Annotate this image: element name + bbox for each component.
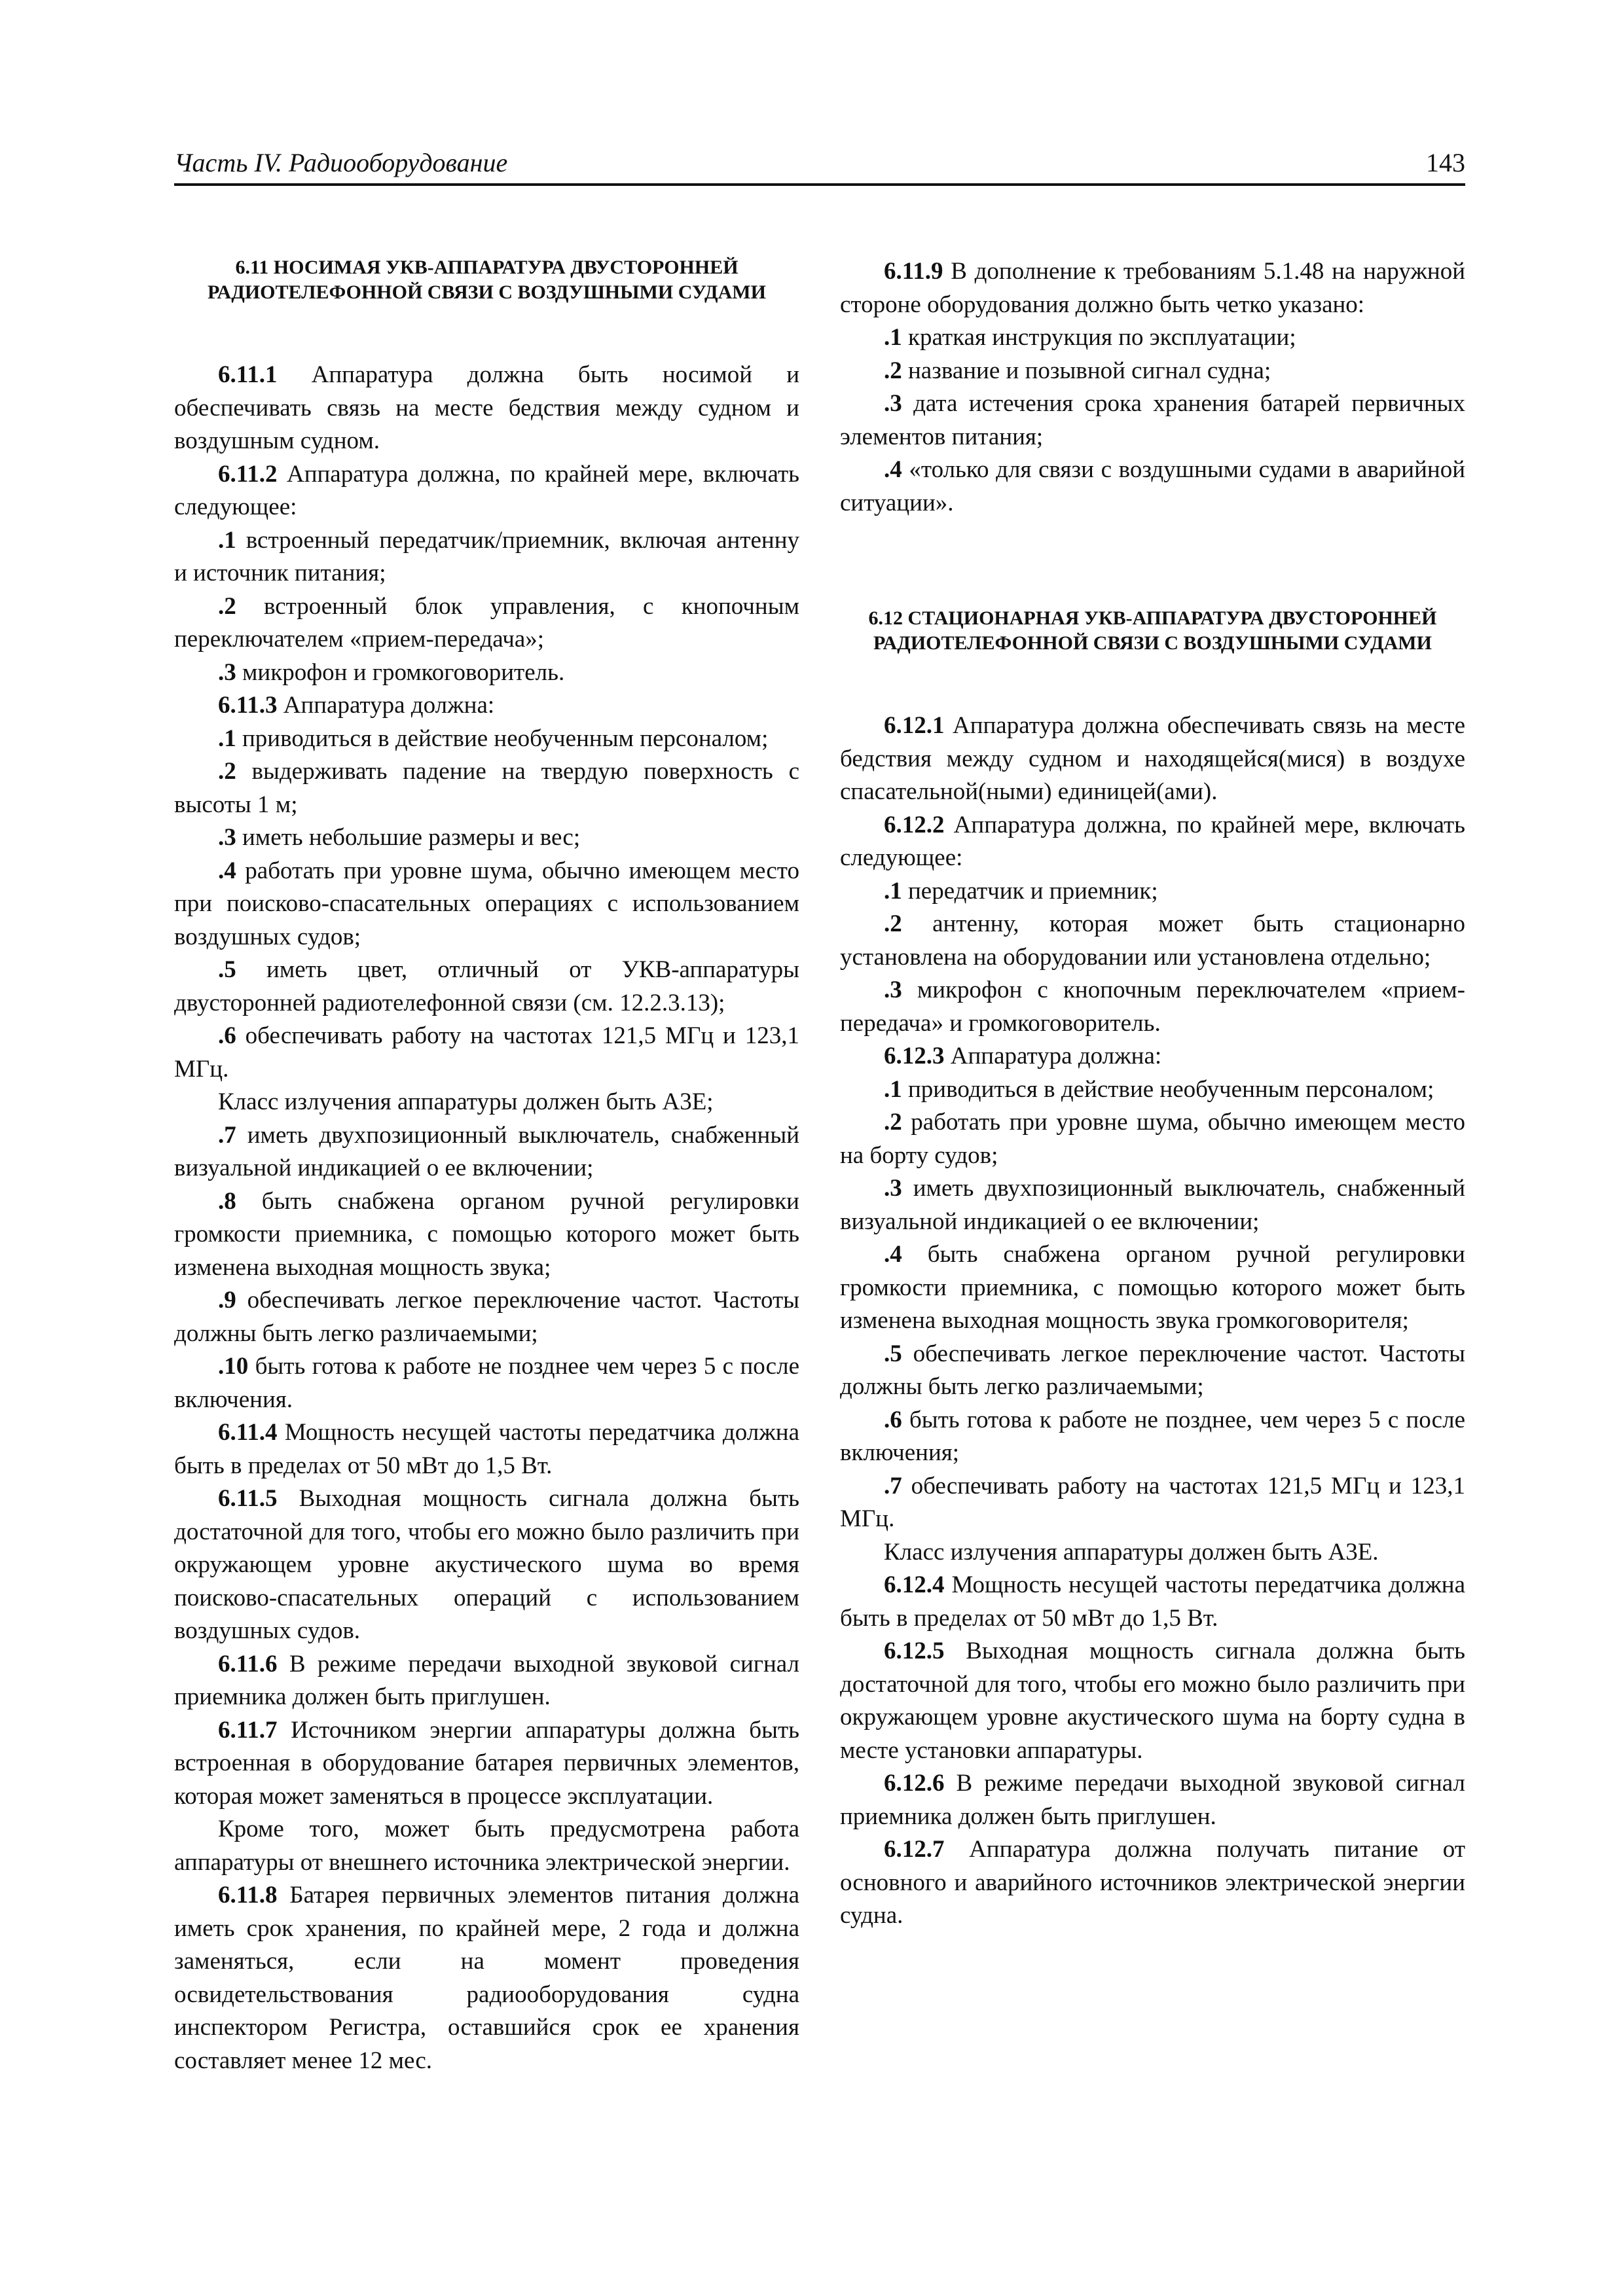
- clause-number: 6.12.1: [884, 712, 945, 739]
- paragraph: [840, 1073, 1465, 1107]
- clause-number: 6.12.2: [884, 811, 945, 838]
- paragraph: [174, 723, 799, 756]
- paragraph: [840, 1536, 1465, 1570]
- paragraph-text: дата истечения срока хранения батарей первичных элементов питания;: [840, 390, 1465, 450]
- paragraph: [840, 1404, 1465, 1470]
- paragraph: [174, 1416, 799, 1482]
- clause-number: .6: [884, 1406, 902, 1433]
- paragraph: [174, 1119, 799, 1185]
- clause-number: .1: [218, 725, 236, 752]
- clause-number: .3: [218, 824, 236, 851]
- clause-number: 6.12.5: [884, 1638, 945, 1664]
- paragraph-text: обеспечивать работу на частотах 121,5 МГц и 123,1 МГц.: [174, 1022, 799, 1083]
- paragraph: [174, 821, 799, 855]
- clause-number: .3: [884, 977, 902, 1003]
- paragraph-text: обеспечивать легкое переключение частот. Частоты должны быть легко различаемыми;: [840, 1340, 1465, 1400]
- clause-number: .5: [884, 1340, 902, 1367]
- clause-number: 6.12.3: [884, 1043, 945, 1069]
- paragraph: [174, 1185, 799, 1285]
- clause-number: .7: [884, 1472, 902, 1499]
- paragraph: [840, 1470, 1465, 1536]
- paragraph-text: В дополнение к требованиям 5.1.48 на наружной стороне оборудования должно быть четко указано:: [840, 258, 1465, 318]
- clause-number: .2: [884, 910, 902, 937]
- paragraph-text: В режиме передачи выходной звуковой сигнал приемника должен быть приглушен.: [840, 1770, 1465, 1830]
- clause-number: 6.11.4: [218, 1419, 278, 1446]
- paragraph-text: Класс излучения аппаратуры должен быть А3Е.: [884, 1538, 1379, 1566]
- clause-number: .8: [218, 1187, 236, 1215]
- paragraph: [174, 755, 799, 821]
- running-header: [174, 144, 1465, 186]
- clause-number: 6.11.1: [218, 361, 278, 388]
- paragraph-text: выдерживать падение на твердую поверхность с высоты 1 м;: [174, 758, 799, 818]
- paragraph-text: Аппаратура должна:: [277, 692, 495, 719]
- paragraph-text: микрофон и громкоговоритель.: [236, 658, 565, 686]
- paragraph: [174, 1714, 799, 1814]
- paragraph-text: иметь двухпозиционный выключатель, снабженный визуальной индикацией о ее включении;: [840, 1175, 1465, 1235]
- paragraph-text: Кроме того, может быть предусмотрена работа аппаратуры от внешнего источника электрической энергии.: [174, 1816, 799, 1876]
- paragraph: [174, 458, 799, 524]
- section-heading-6-11: 6.11 НОСИМАЯ УКВ-АППАРАТУРА ДВУСТОРОННЕЙ РАДИОТЕЛЕФОННОЙ СВЯЗИ С ВОЗДУШНЫМИ СУДАМИ: [208, 257, 766, 303]
- paragraph: [840, 875, 1465, 908]
- clause-number: .2: [884, 357, 902, 384]
- paragraph-text: Выходная мощность сигнала должна быть достаточной для того, чтобы его можно было различить при окружающем уровне акустического шума на борту судна в месте установки аппаратуры.: [840, 1638, 1465, 1764]
- paragraph: [840, 1238, 1465, 1338]
- clause-number: 6.11.6: [218, 1650, 278, 1677]
- paragraph: [840, 1040, 1465, 1073]
- paragraph: [840, 1635, 1465, 1767]
- paragraph: [174, 1350, 799, 1416]
- paragraph: [840, 355, 1465, 388]
- clause-number: .2: [218, 758, 236, 785]
- clause-number: .5: [218, 956, 236, 983]
- paragraph-text: быть готова к работе не позднее чем через 5 с после включения.: [174, 1353, 799, 1413]
- clause-number: 6.11.2: [218, 460, 278, 488]
- clause-number: .7: [218, 1121, 236, 1149]
- paragraph-text: встроенный блок управления, с кнопочным переключателем «прием-передача»;: [174, 592, 799, 653]
- paragraph: [840, 255, 1465, 321]
- clause-number: .3: [218, 658, 236, 686]
- paragraph: [840, 1833, 1465, 1933]
- section-heading-6-12: 6.12 СТАЦИОНАРНАЯ УКВ-АППАРАТУРА ДВУСТОРОННЕЙ РАДИОТЕЛЕФОННОЙ СВЯЗИ С ВОЗДУШНЫМИ СУДАМИ: [868, 607, 1437, 654]
- paragraph: [174, 590, 799, 656]
- paragraph-text: Аппаратура должна, по крайней мере, включать следующее:: [174, 460, 799, 520]
- paragraph: [174, 954, 799, 1020]
- paragraph-text: встроенный передатчик/приемник, включая антенну и источник питания;: [174, 526, 799, 586]
- clause-number: 6.11.9: [884, 258, 943, 285]
- paragraph-text: Мощность несущей частоты передатчика должна быть в пределах от 50 мВт до 1,5 Вт.: [174, 1419, 799, 1479]
- clause-number: .1: [884, 324, 902, 351]
- clause-number: .3: [884, 390, 902, 417]
- left-column: [174, 255, 799, 2077]
- paragraph: [174, 1020, 799, 1086]
- paragraph-text: Мощность несущей частоты передатчика должна быть в пределах от 50 мВт до 1,5 Вт.: [840, 1571, 1465, 1632]
- paragraph-text: «только для связи с воздушными судами в аварийной ситуации».: [840, 456, 1465, 516]
- paragraph-text: Аппаратура должна получать питание от основного и аварийного источников электрической энергии судна.: [840, 1836, 1465, 1929]
- paragraph-text: передатчик и приемник;: [902, 877, 1158, 905]
- paragraph: [174, 656, 799, 690]
- right-paragraphs: [840, 709, 1465, 1933]
- clause-number: .1: [884, 877, 902, 905]
- clause-number: 6.11.8: [218, 1882, 278, 1909]
- clause-number: 6.12.4: [884, 1571, 945, 1598]
- clause-number: .2: [884, 1109, 902, 1136]
- paragraph: [174, 359, 799, 458]
- paragraph-text: Источником энергии аппаратуры должна быть встроенная в оборудование батарея первичных элементов, которая может заменяться в процессе эксплуатации.: [174, 1716, 799, 1810]
- paragraph-text: Аппаратура должна, по крайней мере, включать следующее:: [840, 811, 1465, 871]
- paragraph: [840, 809, 1465, 875]
- paragraph-text: обеспечивать легкое переключение частот. Частоты должны быть легко различаемыми;: [174, 1287, 799, 1347]
- left-paragraphs: [174, 359, 799, 2077]
- paragraph-text: Аппаратура должна:: [944, 1043, 1162, 1069]
- clause-number: 6.11.7: [218, 1716, 278, 1744]
- paragraph-text: Выходная мощность сигнала должна быть достаточной для того, чтобы его можно было различить при окружающем уровне акустического шума во время поисково-спасательных операций с использованием воздушных судов.: [174, 1485, 799, 1644]
- paragraph: [174, 524, 799, 590]
- clause-number: .1: [218, 526, 236, 554]
- paragraph: [840, 908, 1465, 974]
- paragraph: [174, 1648, 799, 1714]
- paragraph: [174, 1284, 799, 1350]
- paragraph: [840, 1767, 1465, 1833]
- paragraph-text: краткая инструкция по эксплуатации;: [902, 324, 1296, 351]
- clause-number: .3: [884, 1175, 902, 1202]
- header-title: Часть IV. Радиооборудование: [174, 148, 508, 177]
- paragraph-text: Аппаратура должна быть носимой и обеспечивать связь на месте бедствия между судном и воздушным судном.: [174, 361, 799, 454]
- paragraph-text: иметь двухпозиционный выключатель, снабженный визуальной индикацией о ее включении;: [174, 1121, 799, 1181]
- right-top-paragraphs: [840, 255, 1465, 520]
- paragraph-text: приводиться в действие необученным персоналом;: [902, 1075, 1434, 1103]
- paragraph: [840, 454, 1465, 520]
- paragraph-text: Класс излучения аппаратуры должен быть А3Е;: [218, 1088, 714, 1115]
- paragraph-text: иметь цвет, отличный от УКВ-аппаратуры двусторонней радиотелефонной связи (см. 12.2.3.13);: [174, 956, 799, 1016]
- clause-number: .4: [218, 857, 236, 884]
- clause-number: .1: [884, 1075, 902, 1103]
- paragraph-text: микрофон с кнопочным переключателем «прием-передача» и громкоговоритель.: [840, 977, 1465, 1037]
- paragraph-text: название и позывной сигнал судна;: [902, 357, 1271, 384]
- clause-number: .10: [218, 1353, 249, 1380]
- paragraph-text: Аппаратура должна обеспечивать связь на месте бедствия между судном и находящейся(мися) в воздухе спасательной(ными) единицей(ами).: [840, 712, 1465, 805]
- page-number: 143: [1426, 148, 1465, 177]
- paragraph: [174, 855, 799, 954]
- paragraph-text: В режиме передачи выходной звуковой сигнал приемника должен быть приглушен.: [174, 1650, 799, 1710]
- clause-number: .2: [218, 592, 236, 620]
- paragraph-text: быть снабжена органом ручной регулировки громкости приемника, с помощью которого может быть изменена выходная мощность звука громкоговорителя;: [840, 1241, 1465, 1334]
- paragraph: [174, 689, 799, 723]
- clause-number: 6.12.7: [884, 1836, 945, 1863]
- paragraph: [840, 321, 1465, 355]
- paragraph: [840, 974, 1465, 1040]
- paragraph: [840, 1172, 1465, 1238]
- paragraph: [174, 1086, 799, 1119]
- clause-number: 6.11.3: [218, 692, 278, 719]
- clause-number: .6: [218, 1022, 236, 1049]
- paragraph: [840, 709, 1465, 809]
- paragraph-text: быть снабжена органом ручной регулировки громкости приемника, с помощью которого может быть изменена выходная мощность звука;: [174, 1187, 799, 1281]
- paragraph: [840, 387, 1465, 454]
- paragraph: [840, 1106, 1465, 1172]
- paragraph: [840, 1338, 1465, 1404]
- paragraph-text: работать при уровне шума, обычно имеющем место на борту судов;: [840, 1109, 1465, 1169]
- paragraph: [174, 1813, 799, 1879]
- paragraph-text: приводиться в действие необученным персоналом;: [236, 725, 769, 752]
- clause-number: .9: [218, 1287, 236, 1314]
- paragraph-text: обеспечивать работу на частотах 121,5 МГц и 123,1 МГц.: [840, 1472, 1465, 1532]
- paragraph-text: Батарея первичных элементов питания должна иметь срок хранения, по крайней мере, 2 года и должна заменяться, если на момент проведения освидетельствования радиооборудования судна инспектором Регистра, оставшийся срок ее хранения составляет менее 12 мес.: [174, 1882, 799, 2074]
- clause-number: 6.12.6: [884, 1770, 945, 1797]
- clause-number: 6.11.5: [218, 1485, 278, 1512]
- paragraph-text: антенну, которая может быть стационарно установлена на оборудовании или установлена отдельно;: [840, 910, 1465, 971]
- paragraph: [174, 1482, 799, 1648]
- paragraph: [840, 1569, 1465, 1635]
- paragraph-text: иметь небольшие размеры и вес;: [236, 824, 581, 851]
- paragraph-text: быть готова к работе не позднее, чем через 5 с после включения;: [840, 1406, 1465, 1466]
- paragraph-text: работать при уровне шума, обычно имеющем место при поисково-спасательных операциях с использованием воздушных судов;: [174, 857, 799, 950]
- paragraph: [174, 1879, 799, 2077]
- clause-number: .4: [884, 1241, 902, 1268]
- right-column: [840, 255, 1465, 1933]
- clause-number: .4: [884, 456, 902, 483]
